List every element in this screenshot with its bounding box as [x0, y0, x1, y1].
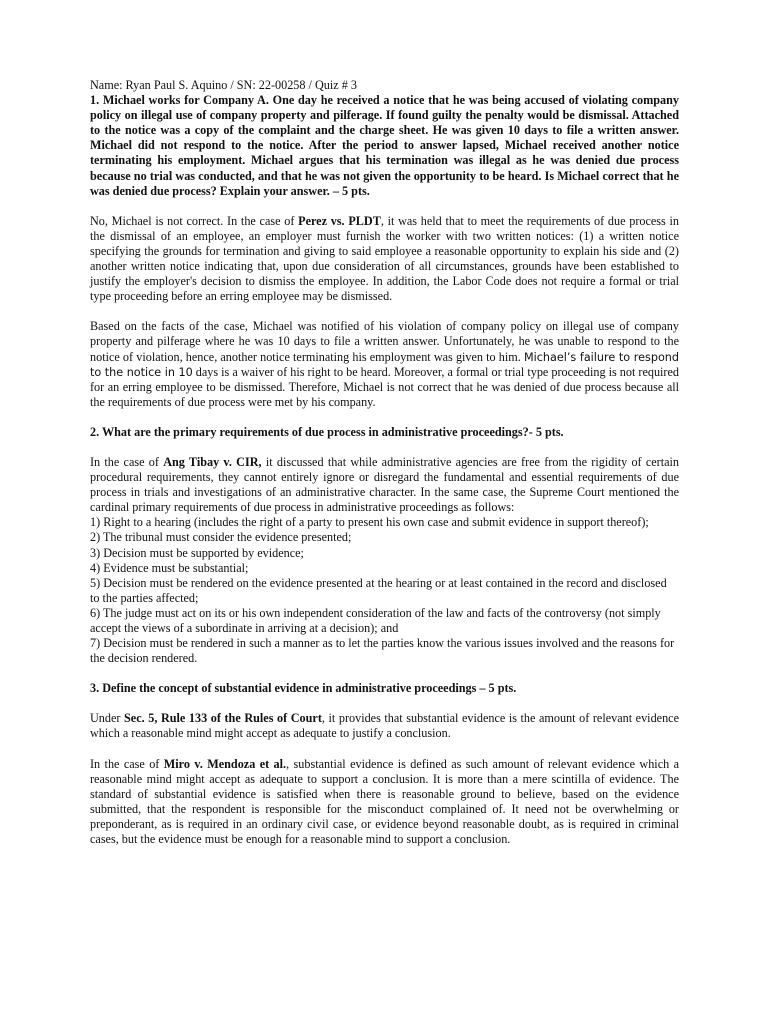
list-item: 2) The tribunal must consider the evidence presented;: [90, 530, 352, 545]
answer-text: Under: [90, 711, 125, 726]
rule-citation: Sec. 5, Rule 133 of the Rules of Court: [124, 711, 322, 726]
answer-text-sans: Michael’s failure to respond to the notice in 10: [90, 350, 679, 379]
spacer: [90, 440, 679, 455]
answer-text: Based on the facts of the case, Michael was notified of his violation of company policy on illegal use of company property and pilferage where he was 10 days to file a written answer. Unfortunately, he was unable to respond to the notice of violation, hence, another notice terminating his employment was given to him.: [90, 319, 679, 364]
spacer: [90, 199, 679, 214]
answer-text: it discussed that while administrative agencies are free from the rigidity of certain procedural requirements, they cannot entirely ignore or disregard the fundamental and essential requirements of due process in trials and investigations of an administrative character. In the same case, the Supreme Court mentioned the cardinal primary requirements of due process in administrative proceedings as follows:: [90, 454, 680, 515]
answer-2-intro: [90, 455, 679, 515]
answer-3-paragraph-2: [90, 757, 679, 848]
case-citation: Perez vs. PLDT: [298, 213, 381, 228]
spacer: [90, 410, 679, 425]
answer-text: days is a waiver of his right to be heard. Moreover, a formal or trial type proceeding is not required for an erring employee to be dismissed. Therefore, Michael is not correct that he was denied of due process because all the requirements of due process were met by his company.: [90, 364, 679, 409]
answer-text: , it was held that to meet the requirements of due process in the dismissal of an employee, an employer must furnish the worker with two written notices: (1) a written notice specifying the grounds for termination and giving to said employee a reasonable opportunity to explain his side and (2) another written notice indicating that, upon due consideration of all circumstances, grounds have been established to justify the employer's decision to dismiss the employee. In addition, the Labor Code does not require a formal or trial type proceeding before an erring employee may be dismissed.: [90, 213, 679, 304]
case-citation: Miro v. Mendoza et al.: [163, 756, 287, 771]
answer-text: In the case of: [90, 454, 164, 469]
spacer: [90, 304, 679, 319]
answer-text: , it provides that substantial evidence is the amount of relevant evidence which a reasonable mind might accept as adequate to justify a conclusion.: [90, 711, 679, 741]
answer-text: No, Michael is not correct. In the case of: [90, 213, 299, 228]
document-header: Name: Ryan Paul S. Aquino / SN: 22-00258 / Quiz # 3: [90, 78, 357, 92]
question-2: 2. What are the primary requirements of due process in administrative proceedings?- 5 pts.: [90, 424, 564, 439]
list-item: 4) Evidence must be substantial;: [90, 560, 249, 575]
list-item: 7) Decision must be rendered in such a manner as to let the parties know the various issues involved and the reasons for the decision rendered.: [90, 636, 675, 666]
spacer: [90, 696, 679, 711]
answer-text: , substantial evidence is defined as such amount of relevant evidence which a reasonable mind might accept as adequate to support a conclusion. It is more than a mere scintilla of evidence. The standard of substantial evidence is satisfied when there is reasonable ground to believe, based on the evidence submitted, that the respondent is responsible for the misconduct complained of. It need not be overwhelming or preponderant, as is required in an ordinary civil case, or evidence beyond reasonable doubt, as is required in criminal cases, but the evidence must be enough for a reasonable mind to support a conclusion.: [90, 756, 680, 847]
question-3: 3. Define the concept of substantial evidence in administrative proceedings – 5 pts.: [90, 681, 517, 696]
answer-3-paragraph-1: [90, 711, 679, 741]
list-item: 3) Decision must be supported by evidence;: [90, 545, 304, 560]
list-item: 5) Decision must be rendered on the evidence presented at the hearing or at least contained in the record and disclosed to the parties affected;: [90, 575, 667, 605]
list-item: 1) Right to a hearing (includes the right of a party to present his own case and submit evidence in support thereof);: [90, 515, 649, 530]
answer-1-paragraph-1: [90, 214, 679, 305]
spacer: [90, 742, 679, 757]
requirements-list: [90, 515, 679, 666]
list-item: 6) The judge must act on its or his own independent consideration of the law and facts of the controversy (not simply accept the views of a subordinate in arriving at a decision); and: [90, 605, 661, 635]
spacer: [90, 666, 679, 681]
answer-text: In the case of: [90, 756, 164, 771]
question-1: 1. Michael works for Company A. One day he received a notice that he was being accused of violating company policy on illegal use of company property and pilferage. If found guilty the penalty would be dismissal. Attached to the notice was a copy of the complaint and the charge sheet. He was given 10 days to file a written answer. Michael did not respond to the notice. After the period to answer lapsed, Michael received another notice terminating his employment. Michael argues that his termination was illegal as he was denied due process because no trial was conducted, and that he was not given the opportunity to be heard. Is Michael correct that he was denied due process? Explain your answer. – 5 pts.: [90, 93, 679, 198]
answer-1-paragraph-2: [90, 319, 679, 410]
case-citation: Ang Tibay v. CIR,: [163, 454, 262, 469]
